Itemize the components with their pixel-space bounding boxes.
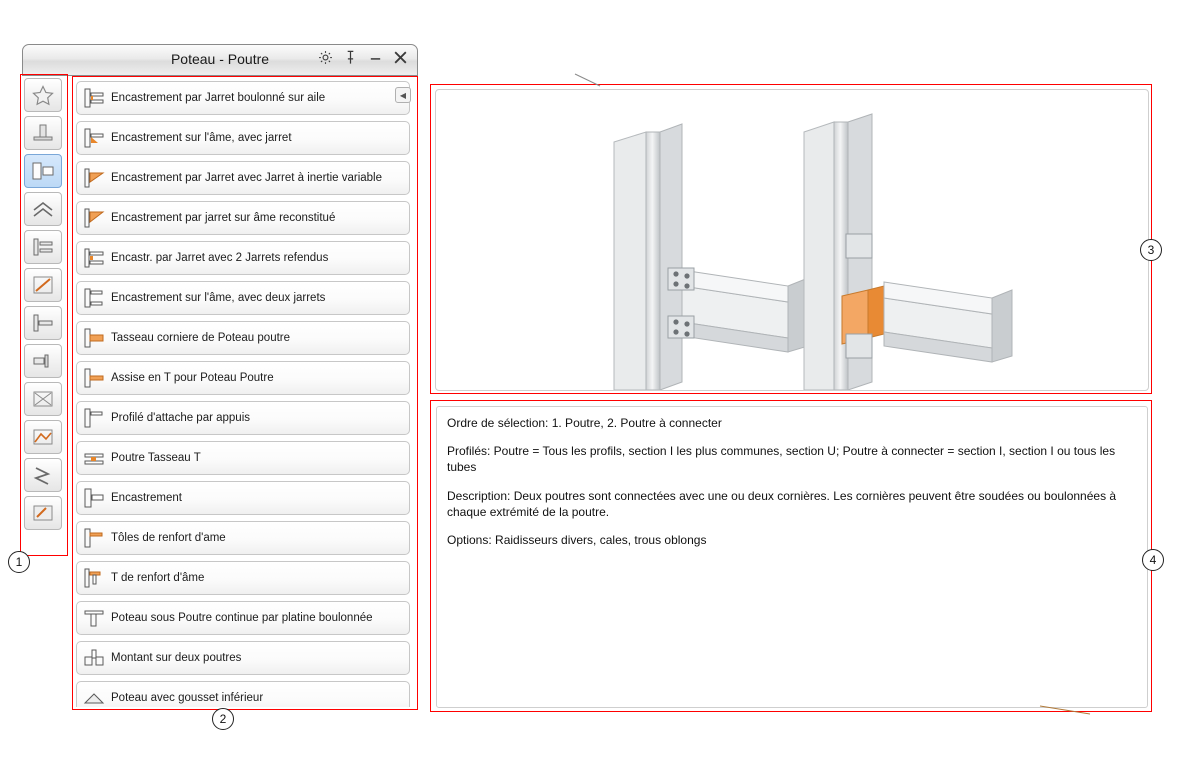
list-item[interactable] bbox=[76, 481, 410, 515]
pin-icon[interactable] bbox=[342, 49, 359, 66]
description-paragraph: Ordre de sélection: 1. Poutre, 2. Poutre à connecter bbox=[447, 416, 722, 430]
sidebar-item-end-plate-group[interactable] bbox=[24, 344, 62, 378]
sidebar-item-base-plate-group[interactable] bbox=[24, 116, 62, 150]
column-under-beam-icon bbox=[81, 605, 107, 631]
callout-badge-1: 1 bbox=[8, 551, 30, 573]
list-item-label: Poteau sous Poutre continue par platine boulonnée bbox=[111, 612, 373, 624]
chevrons-up-icon bbox=[30, 198, 56, 220]
haunch-two-split-icon bbox=[81, 245, 107, 271]
end-plate-icon bbox=[30, 350, 56, 372]
sidebar-item-bracing-group[interactable] bbox=[24, 192, 62, 226]
list-item-label: Tasseau corniere de Poteau poutre bbox=[111, 332, 291, 344]
haunch-variable-icon bbox=[81, 165, 107, 191]
titlebar-buttons bbox=[317, 49, 409, 66]
dialog-titlebar[interactable] bbox=[22, 44, 418, 76]
haunch-builtup-web-icon bbox=[81, 205, 107, 231]
list-item-label: Poteau avec gousset inférieur bbox=[111, 692, 264, 704]
post-on-two-beams-icon bbox=[81, 645, 107, 671]
tee-seat-icon bbox=[81, 365, 107, 391]
callout-badge-3: 3 bbox=[1140, 239, 1162, 261]
angle-cleat-icon bbox=[81, 325, 107, 351]
list-item-label: Encastrement par Jarret boulonné sur aile bbox=[111, 92, 326, 104]
close-icon[interactable] bbox=[392, 49, 409, 66]
list-item[interactable] bbox=[76, 281, 410, 315]
description-paragraph: Profilés: Poutre = Tous les profils, section I les plus communes, section U; Poutre à connecter = section I, section I ou tous les tubes bbox=[447, 444, 1116, 475]
list-item[interactable] bbox=[76, 241, 410, 275]
list-item[interactable] bbox=[76, 321, 410, 355]
settings-icon[interactable] bbox=[317, 49, 334, 66]
web-stiffener-plate-icon bbox=[81, 525, 107, 551]
page-title: Poteau - Poutre bbox=[170, 51, 270, 67]
rail-buttons bbox=[24, 78, 62, 530]
list-item-label: Encastrement par Jarret avec Jarret à inertie variable bbox=[111, 172, 383, 184]
base-plate-icon bbox=[30, 122, 56, 144]
support-profile-icon bbox=[81, 405, 107, 431]
tube-icon bbox=[30, 388, 56, 410]
list-item[interactable] bbox=[76, 521, 410, 555]
list-item-label: Encastr. par Jarret avec 2 Jarrets refendus bbox=[111, 252, 329, 264]
stair-icon bbox=[30, 426, 56, 448]
moment-connection-icon bbox=[81, 485, 107, 511]
list-item-label: Encastrement bbox=[111, 492, 182, 504]
beam-tee-cleat-icon bbox=[81, 445, 107, 471]
list-item-label: Encastrement par jarret sur âme reconstitué bbox=[111, 212, 336, 224]
preview-image bbox=[435, 89, 1149, 391]
sidebar-item-tools-group[interactable] bbox=[24, 496, 62, 530]
tools-icon bbox=[30, 502, 56, 524]
list-item-label: T de renfort d'âme bbox=[111, 572, 205, 584]
sidebar-item-beam-beam-group[interactable] bbox=[24, 230, 62, 264]
list-item-label: Montant sur deux poutres bbox=[111, 652, 242, 664]
list-item[interactable] bbox=[76, 81, 410, 115]
sidebar-item-favorites[interactable] bbox=[24, 78, 62, 112]
list-item-label: Encastrement sur l'âme, avec jarret bbox=[111, 132, 292, 144]
sidebar-item-column-beam-group[interactable] bbox=[24, 154, 62, 188]
star-icon bbox=[31, 84, 55, 106]
list-item[interactable] bbox=[76, 401, 410, 435]
haunch-web-two-icon bbox=[81, 285, 107, 311]
description-paragraph: Options: Raidisseurs divers, cales, trous oblongs bbox=[447, 532, 707, 547]
connection-list[interactable] bbox=[76, 81, 416, 707]
column-lower-gusset-icon bbox=[81, 685, 107, 707]
description-panel bbox=[430, 400, 1152, 712]
connection-3d-illustration bbox=[436, 90, 1149, 391]
list-item[interactable] bbox=[76, 361, 410, 395]
list-item[interactable] bbox=[76, 561, 410, 595]
list-item[interactable] bbox=[76, 641, 410, 675]
beam-beam-icon bbox=[30, 236, 56, 258]
collapse-list-button[interactable]: ◀ bbox=[395, 87, 411, 103]
zigzag-icon bbox=[30, 464, 56, 486]
callout-badge-4: 4 bbox=[1142, 549, 1164, 571]
list-item[interactable] bbox=[76, 601, 410, 635]
list-item[interactable] bbox=[76, 121, 410, 155]
minimize-icon[interactable] bbox=[367, 49, 384, 66]
haunch-web-icon bbox=[81, 125, 107, 151]
description-text bbox=[436, 406, 1148, 708]
sidebar-item-stair-group[interactable] bbox=[24, 420, 62, 454]
connection-group-rail bbox=[20, 74, 68, 556]
haunch-bolted-flange-icon bbox=[81, 85, 107, 111]
list-item-label: Tôles de renfort d'ame bbox=[111, 532, 226, 544]
preview-panel bbox=[430, 84, 1152, 394]
list-item-label: Poutre Tasseau T bbox=[111, 452, 201, 464]
connection-list-panel[interactable] bbox=[72, 76, 418, 710]
sidebar-item-diagonal-group[interactable] bbox=[24, 268, 62, 302]
list-item[interactable] bbox=[76, 161, 410, 195]
list-item-label: Encastrement sur l'âme, avec deux jarrets bbox=[111, 292, 326, 304]
list-item-label: Profilé d'attache par appuis bbox=[111, 412, 251, 424]
list-item[interactable] bbox=[76, 441, 410, 475]
description-paragraph: Description: Deux poutres sont connectées avec une ou deux cornières. Les cornières peuvent être soudées ou boulonnées à chaque extrémité de la poutre. bbox=[447, 488, 1117, 519]
web-tee-stiffener-icon bbox=[81, 565, 107, 591]
sidebar-item-splice-group[interactable] bbox=[24, 306, 62, 340]
column-beam-icon bbox=[30, 160, 56, 182]
list-item-label: Assise en T pour Poteau Poutre bbox=[111, 372, 274, 384]
diagonal-icon bbox=[30, 274, 56, 296]
list-item[interactable] bbox=[76, 681, 410, 707]
sidebar-item-tube-group[interactable] bbox=[24, 382, 62, 416]
sidebar-item-misc-group[interactable] bbox=[24, 458, 62, 492]
list-item[interactable] bbox=[76, 201, 410, 235]
callout-badge-2: 2 bbox=[212, 708, 234, 730]
splice-icon bbox=[30, 312, 56, 334]
